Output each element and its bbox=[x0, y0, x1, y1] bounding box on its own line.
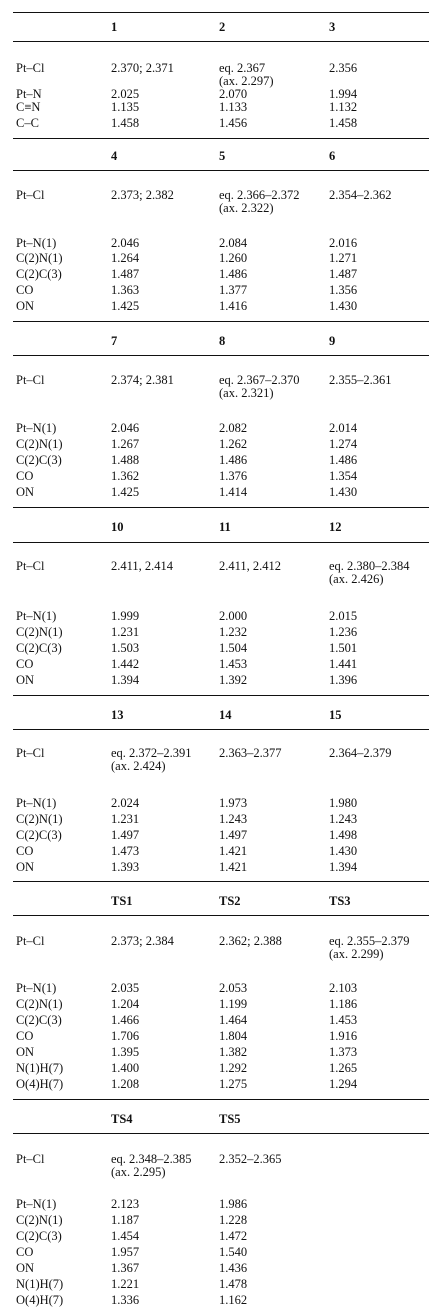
bond-length-value: 1.478 bbox=[219, 1277, 248, 1291]
bond-length-value: 2.370; 2.371 bbox=[111, 61, 174, 75]
bond-length-value: 1.487 bbox=[329, 267, 358, 281]
bond-length-value: 1.243 bbox=[219, 812, 248, 826]
bond-length-value: 1.260 bbox=[219, 251, 248, 265]
bond-length-value: 1.442 bbox=[111, 657, 140, 671]
bond-length-value: 1.275 bbox=[219, 1077, 248, 1091]
bond-length-value: 1.916 bbox=[329, 1029, 358, 1043]
compound-header: 8 bbox=[219, 334, 226, 348]
compound-header: 5 bbox=[219, 149, 226, 163]
bond-length-value: 1.221 bbox=[111, 1277, 140, 1291]
bond-length-value: 1.488 bbox=[111, 453, 140, 467]
bond-length-value: 1.414 bbox=[219, 485, 248, 499]
bond-length-value: 1.362 bbox=[111, 469, 140, 483]
bond-length-value: 1.473 bbox=[111, 844, 140, 858]
bond-length-value: 1.236 bbox=[329, 625, 358, 639]
bond-label: Pt–Cl bbox=[16, 188, 45, 202]
bond-length-value: 1.394 bbox=[111, 673, 140, 687]
header-separator-rule bbox=[13, 915, 429, 916]
bond-length-value: 1.204 bbox=[111, 997, 140, 1011]
bond-length-value: eq. 2.366–2.372 (ax. 2.322) bbox=[219, 188, 300, 215]
bond-label: ON bbox=[16, 860, 35, 874]
bond-length-value: 2.374; 2.381 bbox=[111, 373, 174, 387]
bond-label: C(2)C(3) bbox=[16, 453, 62, 467]
header-separator-rule bbox=[13, 542, 429, 543]
bond-length-value: 1.356 bbox=[329, 283, 358, 297]
compound-header: TS1 bbox=[111, 894, 133, 908]
bond-length-value: 2.084 bbox=[219, 236, 248, 250]
compound-header: 14 bbox=[219, 708, 232, 722]
bond-label: Pt–N(1) bbox=[16, 1197, 57, 1211]
bond-length-value: 1.187 bbox=[111, 1213, 140, 1227]
bond-length-value: 1.986 bbox=[219, 1197, 248, 1211]
bond-length-value: 2.000 bbox=[219, 609, 248, 623]
bond-label: CO bbox=[16, 1029, 34, 1043]
bond-length-value: 1.135 bbox=[111, 100, 140, 114]
compound-header: 12 bbox=[329, 520, 342, 534]
compound-header: TS3 bbox=[329, 894, 351, 908]
bond-label: Pt–N(1) bbox=[16, 609, 57, 623]
bond-label: C(2)N(1) bbox=[16, 1213, 63, 1227]
bond-length-value: 1.486 bbox=[329, 453, 358, 467]
bond-length-value: 1.957 bbox=[111, 1245, 140, 1259]
compound-header: TS2 bbox=[219, 894, 241, 908]
bond-length-value: 1.243 bbox=[329, 812, 358, 826]
compound-header: TS4 bbox=[111, 1112, 133, 1126]
bond-length-value: 2.123 bbox=[111, 1197, 140, 1211]
bond-length-value: eq. 2.367 (ax. 2.297) bbox=[219, 61, 274, 88]
bond-length-value: 2.046 bbox=[111, 236, 140, 250]
bond-length-value: 1.421 bbox=[219, 860, 248, 874]
bond-label: Pt–Cl bbox=[16, 746, 45, 760]
bond-label: O(4)H(7) bbox=[16, 1293, 64, 1307]
bond-length-value: 1.456 bbox=[219, 116, 248, 130]
bond-length-value: 1.498 bbox=[329, 828, 358, 842]
bond-length-value: 1.425 bbox=[111, 299, 140, 313]
bond-label: CO bbox=[16, 469, 34, 483]
bond-label: Pt–N(1) bbox=[16, 981, 57, 995]
bond-length-value: 1.231 bbox=[111, 625, 140, 639]
bond-length-value: 2.024 bbox=[111, 796, 140, 810]
bond-label: Pt–Cl bbox=[16, 559, 45, 573]
bond-label: CO bbox=[16, 283, 34, 297]
bond-length-value: 1.999 bbox=[111, 609, 140, 623]
bond-label: Pt–N(1) bbox=[16, 421, 57, 435]
block-separator-rule bbox=[13, 1099, 429, 1100]
block-separator-rule bbox=[13, 138, 429, 139]
bond-label: Pt–Cl bbox=[16, 934, 45, 948]
compound-header: 3 bbox=[329, 20, 336, 34]
bond-length-value: 1.294 bbox=[329, 1077, 358, 1091]
compound-header: 13 bbox=[111, 708, 124, 722]
bond-label: CO bbox=[16, 1245, 34, 1259]
bond-length-value: eq. 2.348–2.385 (ax. 2.295) bbox=[111, 1152, 192, 1179]
bond-length-value: 1.458 bbox=[329, 116, 358, 130]
block-separator-rule bbox=[13, 321, 429, 322]
bond-label: C(2)N(1) bbox=[16, 437, 63, 451]
bond-length-value: 1.271 bbox=[329, 251, 358, 265]
bond-length-value: 1.497 bbox=[219, 828, 248, 842]
bond-label: C(2)C(3) bbox=[16, 641, 62, 655]
bond-length-value: 1.376 bbox=[219, 469, 248, 483]
compound-header: 6 bbox=[329, 149, 336, 163]
bond-label: ON bbox=[16, 1045, 35, 1059]
bond-length-value: 1.503 bbox=[111, 641, 140, 655]
bond-label: C(2)C(3) bbox=[16, 267, 62, 281]
bond-label: C(2)C(3) bbox=[16, 828, 62, 842]
bond-label: Pt–Cl bbox=[16, 1152, 45, 1166]
bond-length-value: 1.292 bbox=[219, 1061, 248, 1075]
bond-length-value: 1.430 bbox=[329, 485, 358, 499]
bond-length-value: 2.046 bbox=[111, 421, 140, 435]
bond-label: C(2)N(1) bbox=[16, 251, 63, 265]
bond-length-value: 2.016 bbox=[329, 236, 358, 250]
bond-length-value: 2.363–2.377 bbox=[219, 746, 282, 760]
bond-length-value: 1.504 bbox=[219, 641, 248, 655]
bond-length-value: eq. 2.380–2.384 (ax. 2.426) bbox=[329, 559, 410, 586]
bond-length-value: 1.540 bbox=[219, 1245, 248, 1259]
bond-label: Pt–N(1) bbox=[16, 796, 57, 810]
bond-length-value: 2.356 bbox=[329, 61, 358, 75]
compound-header: 15 bbox=[329, 708, 342, 722]
bond-length-value: eq. 2.355–2.379 (ax. 2.299) bbox=[329, 934, 410, 961]
bond-length-value: 1.453 bbox=[219, 657, 248, 671]
bond-label: ON bbox=[16, 485, 35, 499]
bond-length-value: 1.162 bbox=[219, 1293, 248, 1307]
header-separator-rule bbox=[13, 729, 429, 730]
block-separator-rule bbox=[13, 881, 429, 882]
bond-length-value: 1.267 bbox=[111, 437, 140, 451]
bond-length-value: 1.486 bbox=[219, 453, 248, 467]
bond-label: CO bbox=[16, 844, 34, 858]
compound-header: 2 bbox=[219, 20, 226, 34]
bond-length-value: 1.486 bbox=[219, 267, 248, 281]
bond-label: Pt–N bbox=[16, 87, 42, 101]
compound-header: 11 bbox=[219, 520, 231, 534]
bond-length-value: 1.994 bbox=[329, 87, 358, 101]
bond-label: N(1)H(7) bbox=[16, 1061, 64, 1075]
bond-label: O(4)H(7) bbox=[16, 1077, 64, 1091]
compound-header: 7 bbox=[111, 334, 118, 348]
bond-length-value: 1.472 bbox=[219, 1229, 248, 1243]
bond-length-value: 2.352–2.365 bbox=[219, 1152, 282, 1166]
bond-length-value: 2.355–2.361 bbox=[329, 373, 392, 387]
compound-header: 10 bbox=[111, 520, 124, 534]
bond-length-value: 1.382 bbox=[219, 1045, 248, 1059]
bond-length-value: 1.804 bbox=[219, 1029, 248, 1043]
bond-label: Pt–Cl bbox=[16, 373, 45, 387]
compound-header: 1 bbox=[111, 20, 118, 34]
bond-length-value: 2.015 bbox=[329, 609, 358, 623]
bond-length-value: eq. 2.372–2.391 (ax. 2.424) bbox=[111, 746, 192, 773]
table-top-rule bbox=[13, 12, 429, 13]
bond-length-value: 2.373; 2.384 bbox=[111, 934, 174, 948]
header-separator-rule bbox=[13, 41, 429, 42]
bond-length-value: 1.363 bbox=[111, 283, 140, 297]
bond-length-value: 2.373; 2.382 bbox=[111, 188, 174, 202]
bond-length-value: 1.336 bbox=[111, 1293, 140, 1307]
header-separator-rule bbox=[13, 170, 429, 171]
bond-label: CO bbox=[16, 657, 34, 671]
bond-length-value: 1.208 bbox=[111, 1077, 140, 1091]
bond-length-value: 1.395 bbox=[111, 1045, 140, 1059]
bond-length-value: 1.133 bbox=[219, 100, 248, 114]
bond-label: ON bbox=[16, 299, 35, 313]
bond-label: C(2)N(1) bbox=[16, 625, 63, 639]
bond-length-value: 1.416 bbox=[219, 299, 248, 313]
bond-length-value: 1.487 bbox=[111, 267, 140, 281]
bond-length-value: 1.262 bbox=[219, 437, 248, 451]
bond-length-value: 1.394 bbox=[329, 860, 358, 874]
bond-length-value: 1.497 bbox=[111, 828, 140, 842]
bond-length-value: 2.070 bbox=[219, 87, 248, 101]
bond-length-value: 2.014 bbox=[329, 421, 358, 435]
block-separator-rule bbox=[13, 695, 429, 696]
bond-length-value: 1.132 bbox=[329, 100, 358, 114]
bond-length-value: 1.436 bbox=[219, 1261, 248, 1275]
bond-length-table bbox=[13, 0, 429, 1307]
bond-label: C(2)C(3) bbox=[16, 1013, 62, 1027]
bond-length-value: 2.411, 2.414 bbox=[111, 559, 174, 573]
bond-length-value: 1.373 bbox=[329, 1045, 358, 1059]
bond-length-value: 1.377 bbox=[219, 283, 248, 297]
bond-length-value: 1.186 bbox=[329, 997, 358, 1011]
bond-label: Pt–Cl bbox=[16, 61, 45, 75]
bond-length-value: 2.035 bbox=[111, 981, 140, 995]
bond-length-value: 1.501 bbox=[329, 641, 358, 655]
bond-label: ON bbox=[16, 673, 35, 687]
bond-length-value: 1.454 bbox=[111, 1229, 140, 1243]
bond-length-value: 1.706 bbox=[111, 1029, 140, 1043]
bond-label: ON bbox=[16, 1261, 35, 1275]
bond-length-value: 2.411, 2.412 bbox=[219, 559, 282, 573]
bond-length-value: 1.274 bbox=[329, 437, 358, 451]
bond-length-value: 2.053 bbox=[219, 981, 248, 995]
bond-length-value: 1.400 bbox=[111, 1061, 140, 1075]
compound-header: 9 bbox=[329, 334, 336, 348]
compound-header: TS5 bbox=[219, 1112, 241, 1126]
bond-length-value: 1.430 bbox=[329, 844, 358, 858]
bond-label: C(2)N(1) bbox=[16, 997, 63, 1011]
bond-length-value: 2.364–2.379 bbox=[329, 746, 392, 760]
bond-length-value: 1.228 bbox=[219, 1213, 248, 1227]
header-separator-rule bbox=[13, 355, 429, 356]
bond-length-value: 1.980 bbox=[329, 796, 358, 810]
bond-length-value: 1.354 bbox=[329, 469, 358, 483]
bond-length-value: 1.265 bbox=[329, 1061, 358, 1075]
compound-header: 4 bbox=[111, 149, 118, 163]
bond-length-value: 1.367 bbox=[111, 1261, 140, 1275]
bond-length-value: 1.396 bbox=[329, 673, 358, 687]
bond-label: Pt–N(1) bbox=[16, 236, 57, 250]
bond-length-value: 2.025 bbox=[111, 87, 140, 101]
bond-length-value: 1.425 bbox=[111, 485, 140, 499]
bond-label: C(2)C(3) bbox=[16, 1229, 62, 1243]
bond-label: C–C bbox=[16, 116, 39, 130]
bond-label: C≡N bbox=[16, 100, 41, 114]
bond-length-value: eq. 2.367–2.370 (ax. 2.321) bbox=[219, 373, 300, 400]
bond-length-value: 1.264 bbox=[111, 251, 140, 265]
bond-label: N(1)H(7) bbox=[16, 1277, 64, 1291]
bond-label: C(2)N(1) bbox=[16, 812, 63, 826]
bond-length-value: 1.973 bbox=[219, 796, 248, 810]
bond-length-value: 2.354–2.362 bbox=[329, 188, 392, 202]
block-separator-rule bbox=[13, 507, 429, 508]
bond-length-value: 2.082 bbox=[219, 421, 248, 435]
bond-length-value: 1.421 bbox=[219, 844, 248, 858]
bond-length-value: 1.458 bbox=[111, 116, 140, 130]
bond-length-value: 1.393 bbox=[111, 860, 140, 874]
bond-length-value: 1.392 bbox=[219, 673, 248, 687]
bond-length-value: 1.430 bbox=[329, 299, 358, 313]
bond-length-value: 1.231 bbox=[111, 812, 140, 826]
bond-length-value: 1.441 bbox=[329, 657, 358, 671]
header-separator-rule bbox=[13, 1133, 429, 1134]
bond-length-value: 2.362; 2.388 bbox=[219, 934, 282, 948]
bond-length-value: 1.199 bbox=[219, 997, 248, 1011]
bond-length-value: 2.103 bbox=[329, 981, 358, 995]
bond-length-value: 1.464 bbox=[219, 1013, 248, 1027]
bond-length-value: 1.232 bbox=[219, 625, 248, 639]
bond-length-value: 1.453 bbox=[329, 1013, 358, 1027]
bond-length-value: 1.466 bbox=[111, 1013, 140, 1027]
